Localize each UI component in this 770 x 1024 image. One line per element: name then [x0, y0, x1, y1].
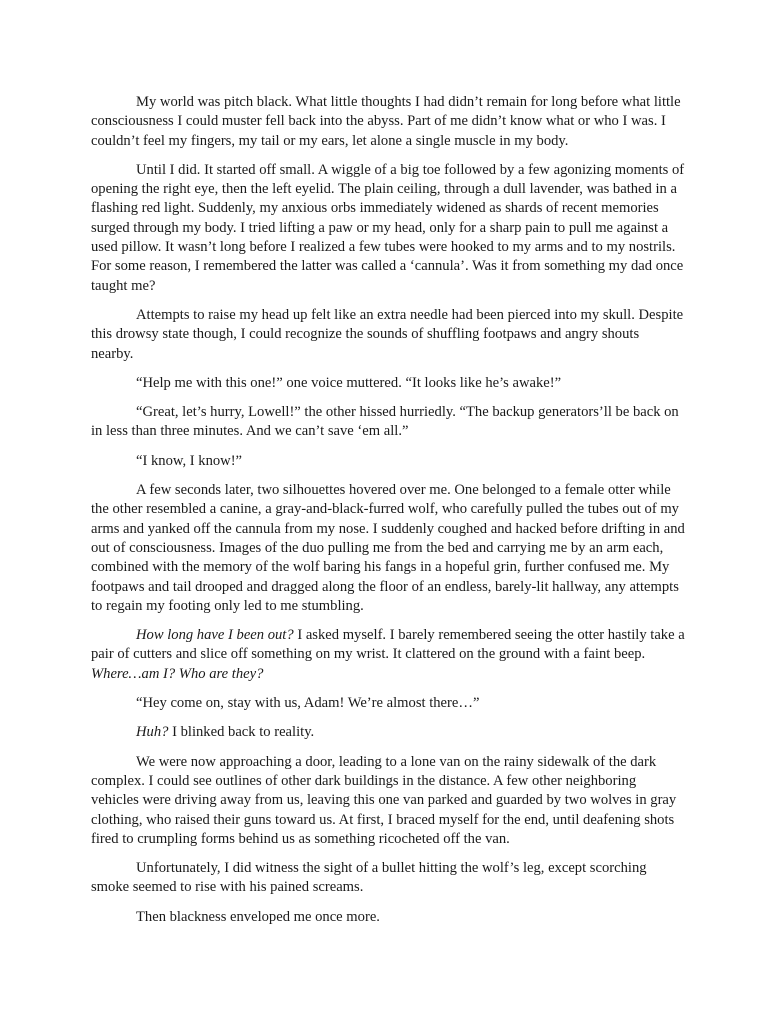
italic-thought: How long have I been out?	[136, 627, 294, 644]
paragraph-text: Then blackness enveloped me once more.	[136, 908, 380, 925]
paragraph-text: “Great, let’s hurry, Lowell!” the other hissed hurriedly. “The backup generators’ll be back on in less than three minutes. And we can’t save ‘em all.”	[91, 404, 679, 440]
paragraph-3	[91, 306, 685, 364]
paragraph-1	[91, 93, 685, 151]
paragraph-8	[91, 626, 685, 684]
paragraph-10	[91, 723, 685, 742]
paragraph-4	[91, 374, 685, 393]
paragraph-text: Unfortunately, I did witness the sight of a bullet hitting the wolf’s leg, except scorching smoke seemed to rise with his pained screams.	[91, 860, 647, 896]
paragraph-text: I asked myself. I barely remembered seeing the otter hastily take a pair of cutters and slice off something on my wrist. It clattered on the ground with a faint beep.	[91, 627, 685, 663]
paragraph-6	[91, 452, 685, 471]
paragraph-text: “I know, I know!”	[136, 452, 243, 469]
paragraph-text: Until I did. It started off small. A wiggle of a big toe followed by a few agonizing moments of opening the right eye, then the left eyelid. The plain ceiling, through a dull lavender, was bathed in a flashing red light. Suddenly, my anxious orbs immediately widened as shards of recent memories surged through my body. I tried lifting a paw or my head, only for a sharp pain to pull me against a used pillow. It wasn’t long before I realized a few tubes were hooked to my arms and to my nostrils. For some reason, I remembered the latter was called a ‘cannula’. Was it from something my dad once taught me?	[91, 161, 685, 294]
paragraph-13	[91, 908, 685, 927]
paragraph-text: Attempts to raise my head up felt like an extra needle had been pierced into my skull. Despite this drowsy state though, I could recognize the sounds of shuffling footpaws and angry shouts nearby.	[91, 306, 684, 362]
paragraph-text: “Hey come on, stay with us, Adam! We’re almost there…”	[136, 695, 480, 712]
document-page	[91, 93, 685, 937]
italic-thought: Huh?	[136, 724, 169, 741]
paragraph-5	[91, 403, 685, 442]
italic-thought: Where…am I? Who are they?	[91, 665, 264, 682]
paragraph-11	[91, 753, 685, 849]
paragraph-2	[91, 161, 685, 296]
paragraph-text: We were now approaching a door, leading to a lone van on the rainy sidewalk of the dark complex. I could see outlines of other dark buildings in the distance. A few other neighboring vehicles were driving away from us, leaving this one van parked and guarded by two wolves in gray clothing, who raised their guns toward us. At first, I braced myself for the end, until deafening shots fired to crumpling forms behind us as something ricocheted off the van.	[91, 753, 677, 847]
paragraph-text: My world was pitch black. What little thoughts I had didn’t remain for long before what little consciousness I could muster fell back into the abyss. Part of me didn’t know what or who I was. I couldn’t feel my fingers, my tail or my ears, let alone a single muscle in my body.	[91, 94, 681, 149]
paragraph-text: I blinked back to reality.	[168, 724, 315, 741]
paragraph-12	[91, 859, 685, 898]
paragraph-text: “Help me with this one!” one voice muttered. “It looks like he’s awake!”	[136, 374, 562, 391]
paragraph-text: A few seconds later, two silhouettes hovered over me. One belonged to a female otter while the other resembled a canine, a gray-and-black-furred wolf, who carefully pulled the tubes out of my arms and yanked off the cannula from my nose. I suddenly coughed and hacked before drifting in and out of consciousness. Images of the duo pulling me from the bed and carrying me by an arm each, combined with the memory of the wolf baring his fangs in a hopeful grin, further confused me. My footpaws and tail drooped and dragged along the floor of an endless, barely-lit hallway, any attempts to regain my footing only led to me stumbling.	[91, 482, 685, 614]
paragraph-9	[91, 694, 685, 713]
paragraph-7	[91, 481, 685, 616]
